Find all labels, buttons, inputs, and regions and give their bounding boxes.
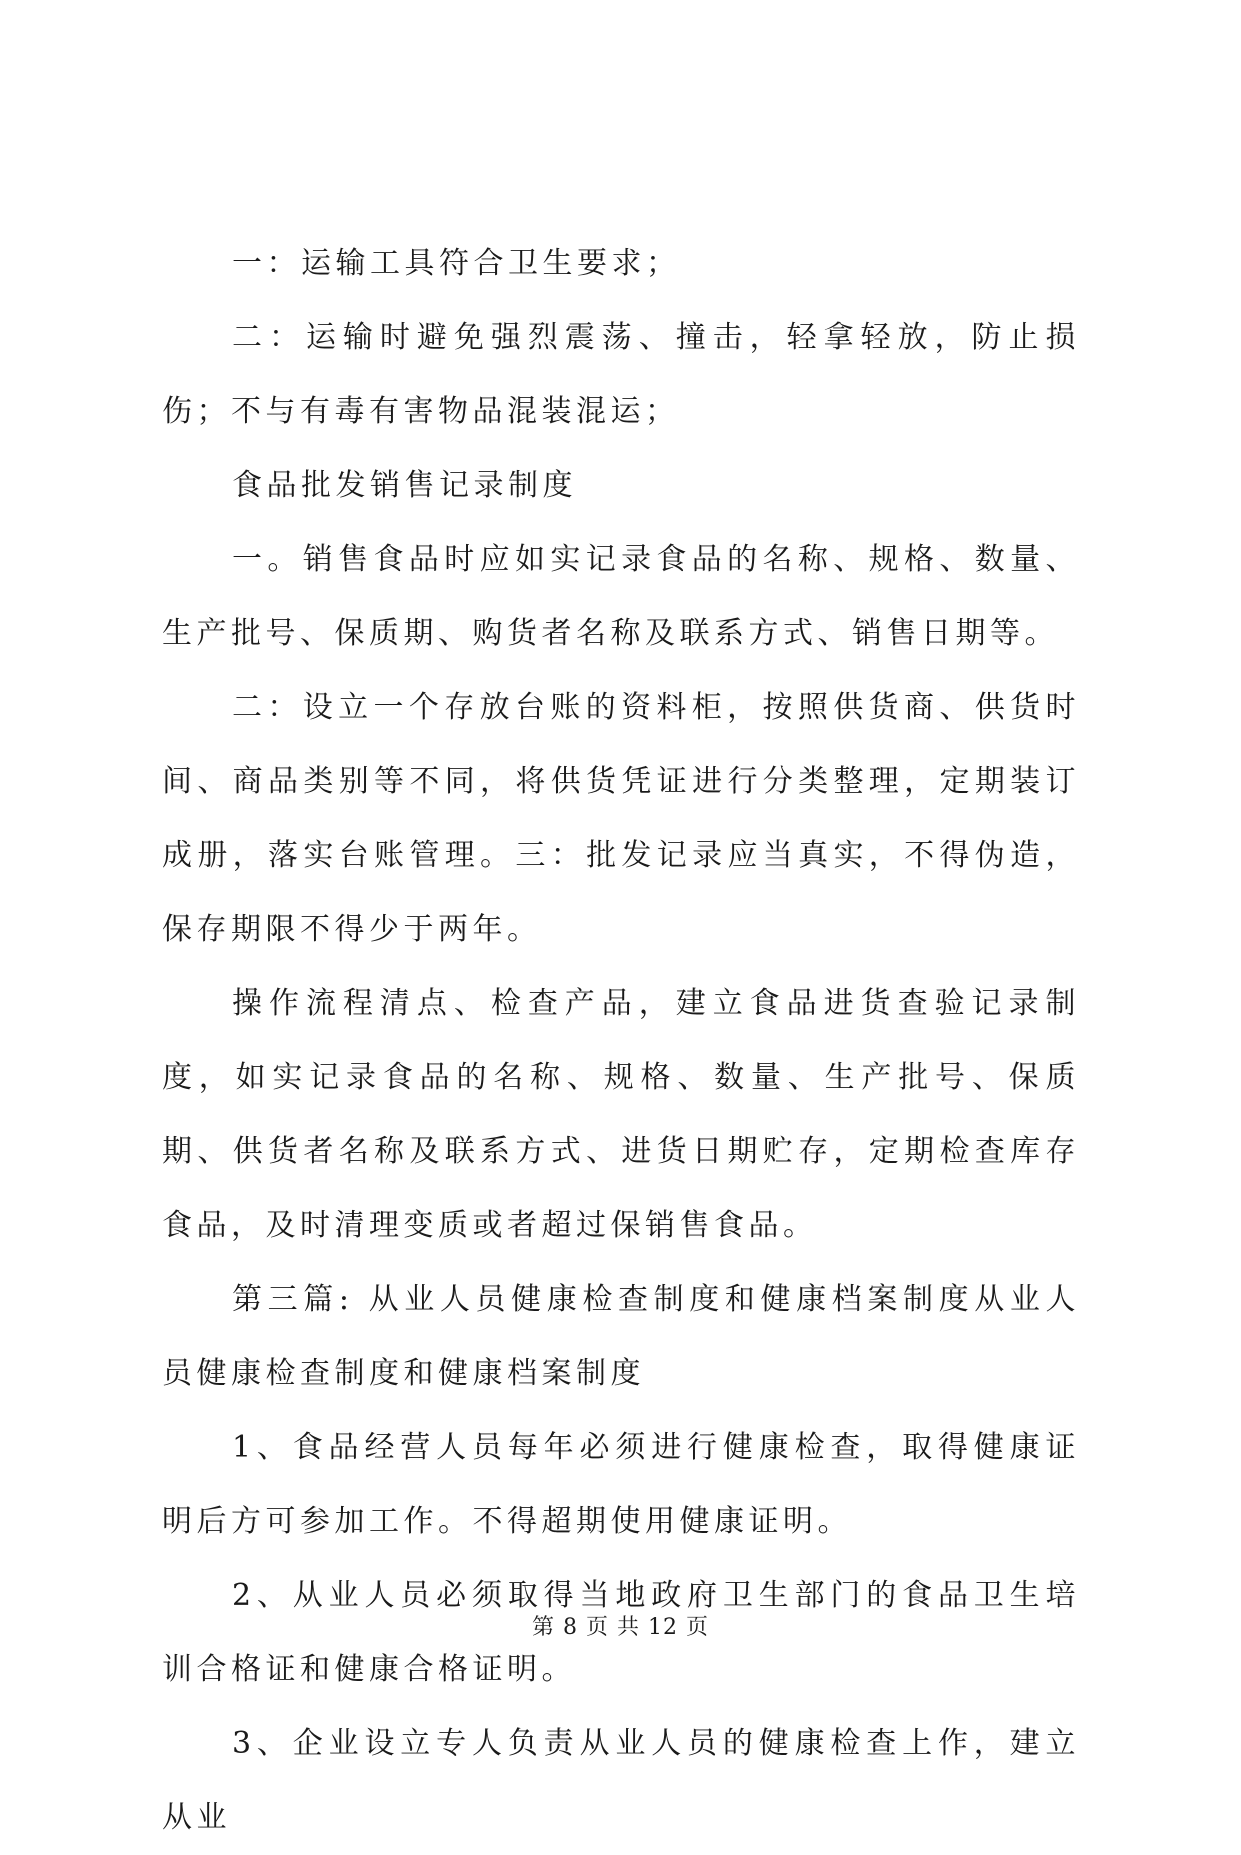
paragraph: 第三篇: 从业人员健康检查制度和健康档案制度从业人员健康检查制度和健康档案制度	[162, 1282, 1080, 1391]
paragraph: 二：设立一个存放台账的资料柜，按照供货商、供货时间、商品类别等不同，将供货凭证进行分类整理，定期装订成册，落实台账管理。三：批发记录应当真实，不得伪造，保存期限不得少于两年。	[162, 690, 1080, 947]
paragraph: 3、企业设立专人负责从业人员的健康检查上作，建立从业	[162, 1726, 1080, 1835]
page-number-footer: 第 8 页 共 12 页	[532, 1615, 709, 1640]
paragraph: 一：运输工具符合卫生要求；	[232, 246, 681, 281]
paragraph: 操作流程清点、检查产品，建立食品进货查验记录制度，如实记录食品的名称、规格、数量、生产批号、保质期、供货者名称及联系方式、进货日期贮存，定期检查库存食品，及时清理变质或者超过保销售食品。	[162, 986, 1080, 1243]
section-heading: 食品批发销售记录制度	[232, 468, 577, 503]
paragraph: 2、从业人员必须取得当地政府卫生部门的食品卫生培训合格证和健康合格证明。	[162, 1578, 1080, 1687]
paragraph: 二：运输时避免强烈震荡、撞击，轻拿轻放，防止损伤；不与有毒有害物品混装混运；	[162, 320, 1080, 429]
paragraph: 1、食品经营人员每年必须进行健康检查，取得健康证明后方可参加工作。不得超期使用健康证明。	[162, 1430, 1080, 1539]
paragraph: 一。销售食品时应如实记录食品的名称、规格、数量、生产批号、保质期、购货者名称及联系方式、销售日期等。	[162, 542, 1080, 651]
